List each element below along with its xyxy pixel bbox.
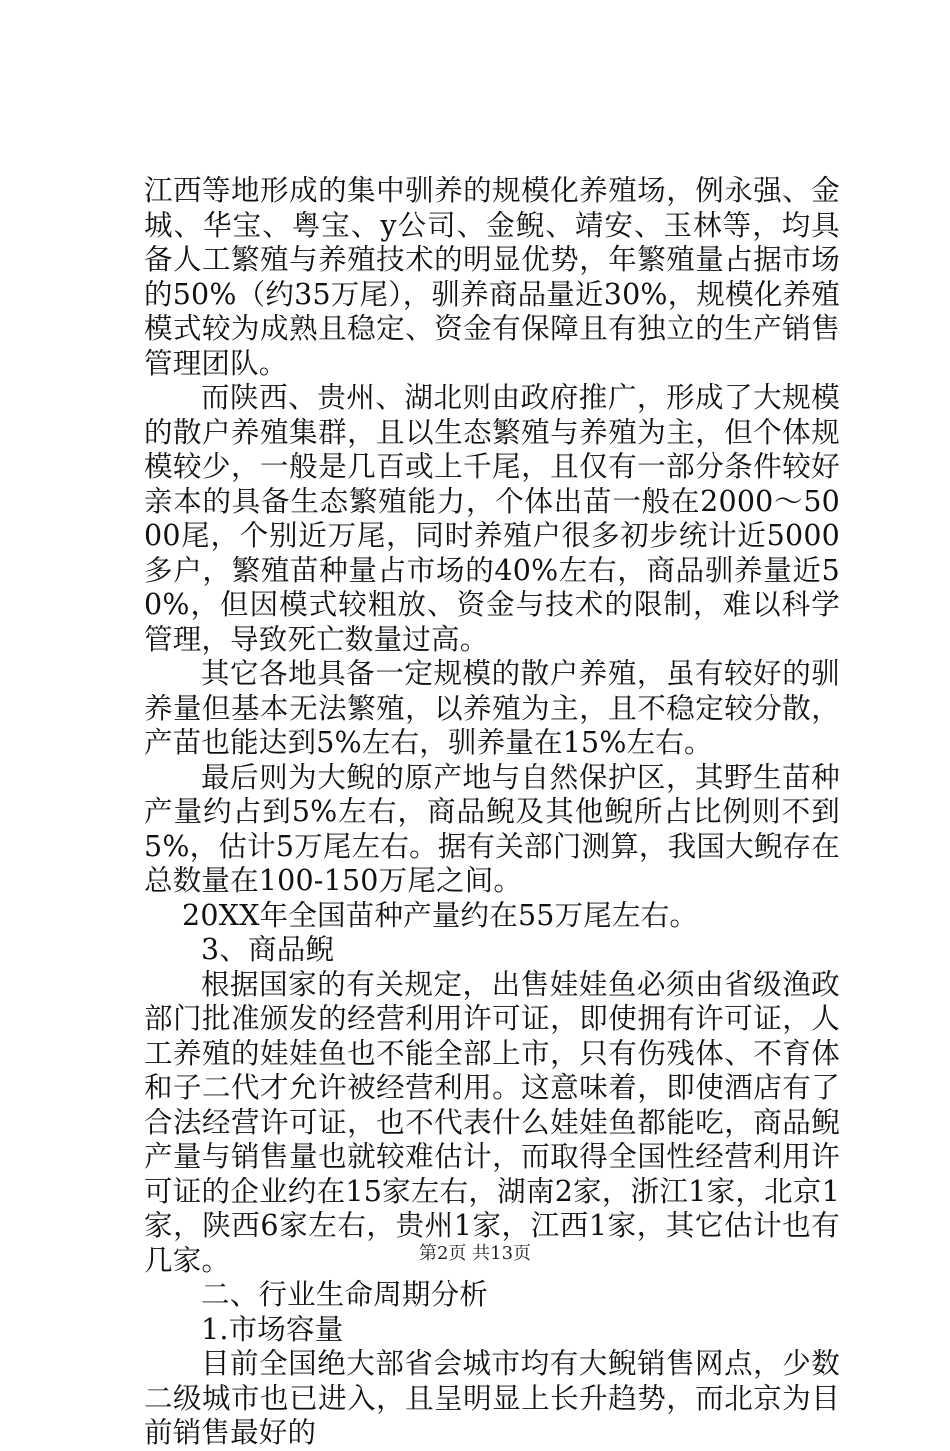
subsection-heading: 1.市场容量	[201, 1312, 344, 1346]
body-paragraph: 根据国家的有关规定，出售娃娃鱼必须由省级渔政部门批准颁发的经营利用许可证，即使拥有许可证，人工养殖的娃娃鱼也不能全部上市，只有伤残体、不育体和子二代才允许被经营利用。这意味着，即使酒店有了合法经营许可证，也不代表什么娃娃鱼都能吃，商品鲵产量与销售量也就较难估计，而取得全国性经营利用许可证的企业约在15家左右，湖南2家，浙江1家，北京1家，陕西6家左右，贵州1家，江西1家，其它估计也有几家。	[144, 967, 840, 1277]
page-footer: 第2页 共13页	[418, 1243, 532, 1264]
body-paragraph: 江西等地形成的集中驯养的规模化养殖场，例永强、金城、华宝、粤宝、y公司、金鲵、靖安、玉林等，均具备人工繁殖与养殖技术的明显优势，年繁殖量占据市场的50%（约35万尾），驯养商品量近30%，规模化养殖模式较为成熟且稳定、资金有保障且有独立的生产销售管理团队。	[144, 174, 840, 380]
body-paragraph: 其它各地具备一定规模的散户养殖，虽有较好的驯养量但基本无法繁殖，以养殖为主，且不稳定较分散，产苗也能达到5%左右，驯养量在15%左右。	[144, 657, 840, 759]
section-heading: 二、行业生命周期分析	[201, 1278, 489, 1311]
body-paragraph: 目前全国绝大部省会城市均有大鲵销售网点，少数二级城市也已进入，且呈明显上长升趋势，而北京为目前销售最好的	[144, 1347, 840, 1449]
body-paragraph: 最后则为大鲵的原产地与自然保护区，其野生苗种产量约占到5%左右，商品鲵及其他鲵所占比例则不到5%，估计5万尾左右。据有关部门测算，我国大鲵存在总数量在100-150万尾之间。	[144, 760, 840, 897]
body-paragraph: 而陕西、贵州、湖北则由政府推广，形成了大规模的散户养殖集群，且以生态繁殖与养殖为主，但个体规模较少，一般是几百或上千尾，且仅有一部分条件较好亲本的具备生态繁殖能力，个体出苗一般在2000～5000尾，个别近万尾，同时养殖户很多初步统计近5000多户，繁殖苗种量占市场的40%左右，商品驯养量近50%，但因模式较粗放、资金与技术的限制，难以科学管理，导致死亡数量过高。	[144, 381, 840, 656]
body-paragraph: 20XX年全国苗种产量约在55万尾左右。	[182, 898, 699, 932]
section-heading: 3、商品鲵	[201, 933, 335, 966]
